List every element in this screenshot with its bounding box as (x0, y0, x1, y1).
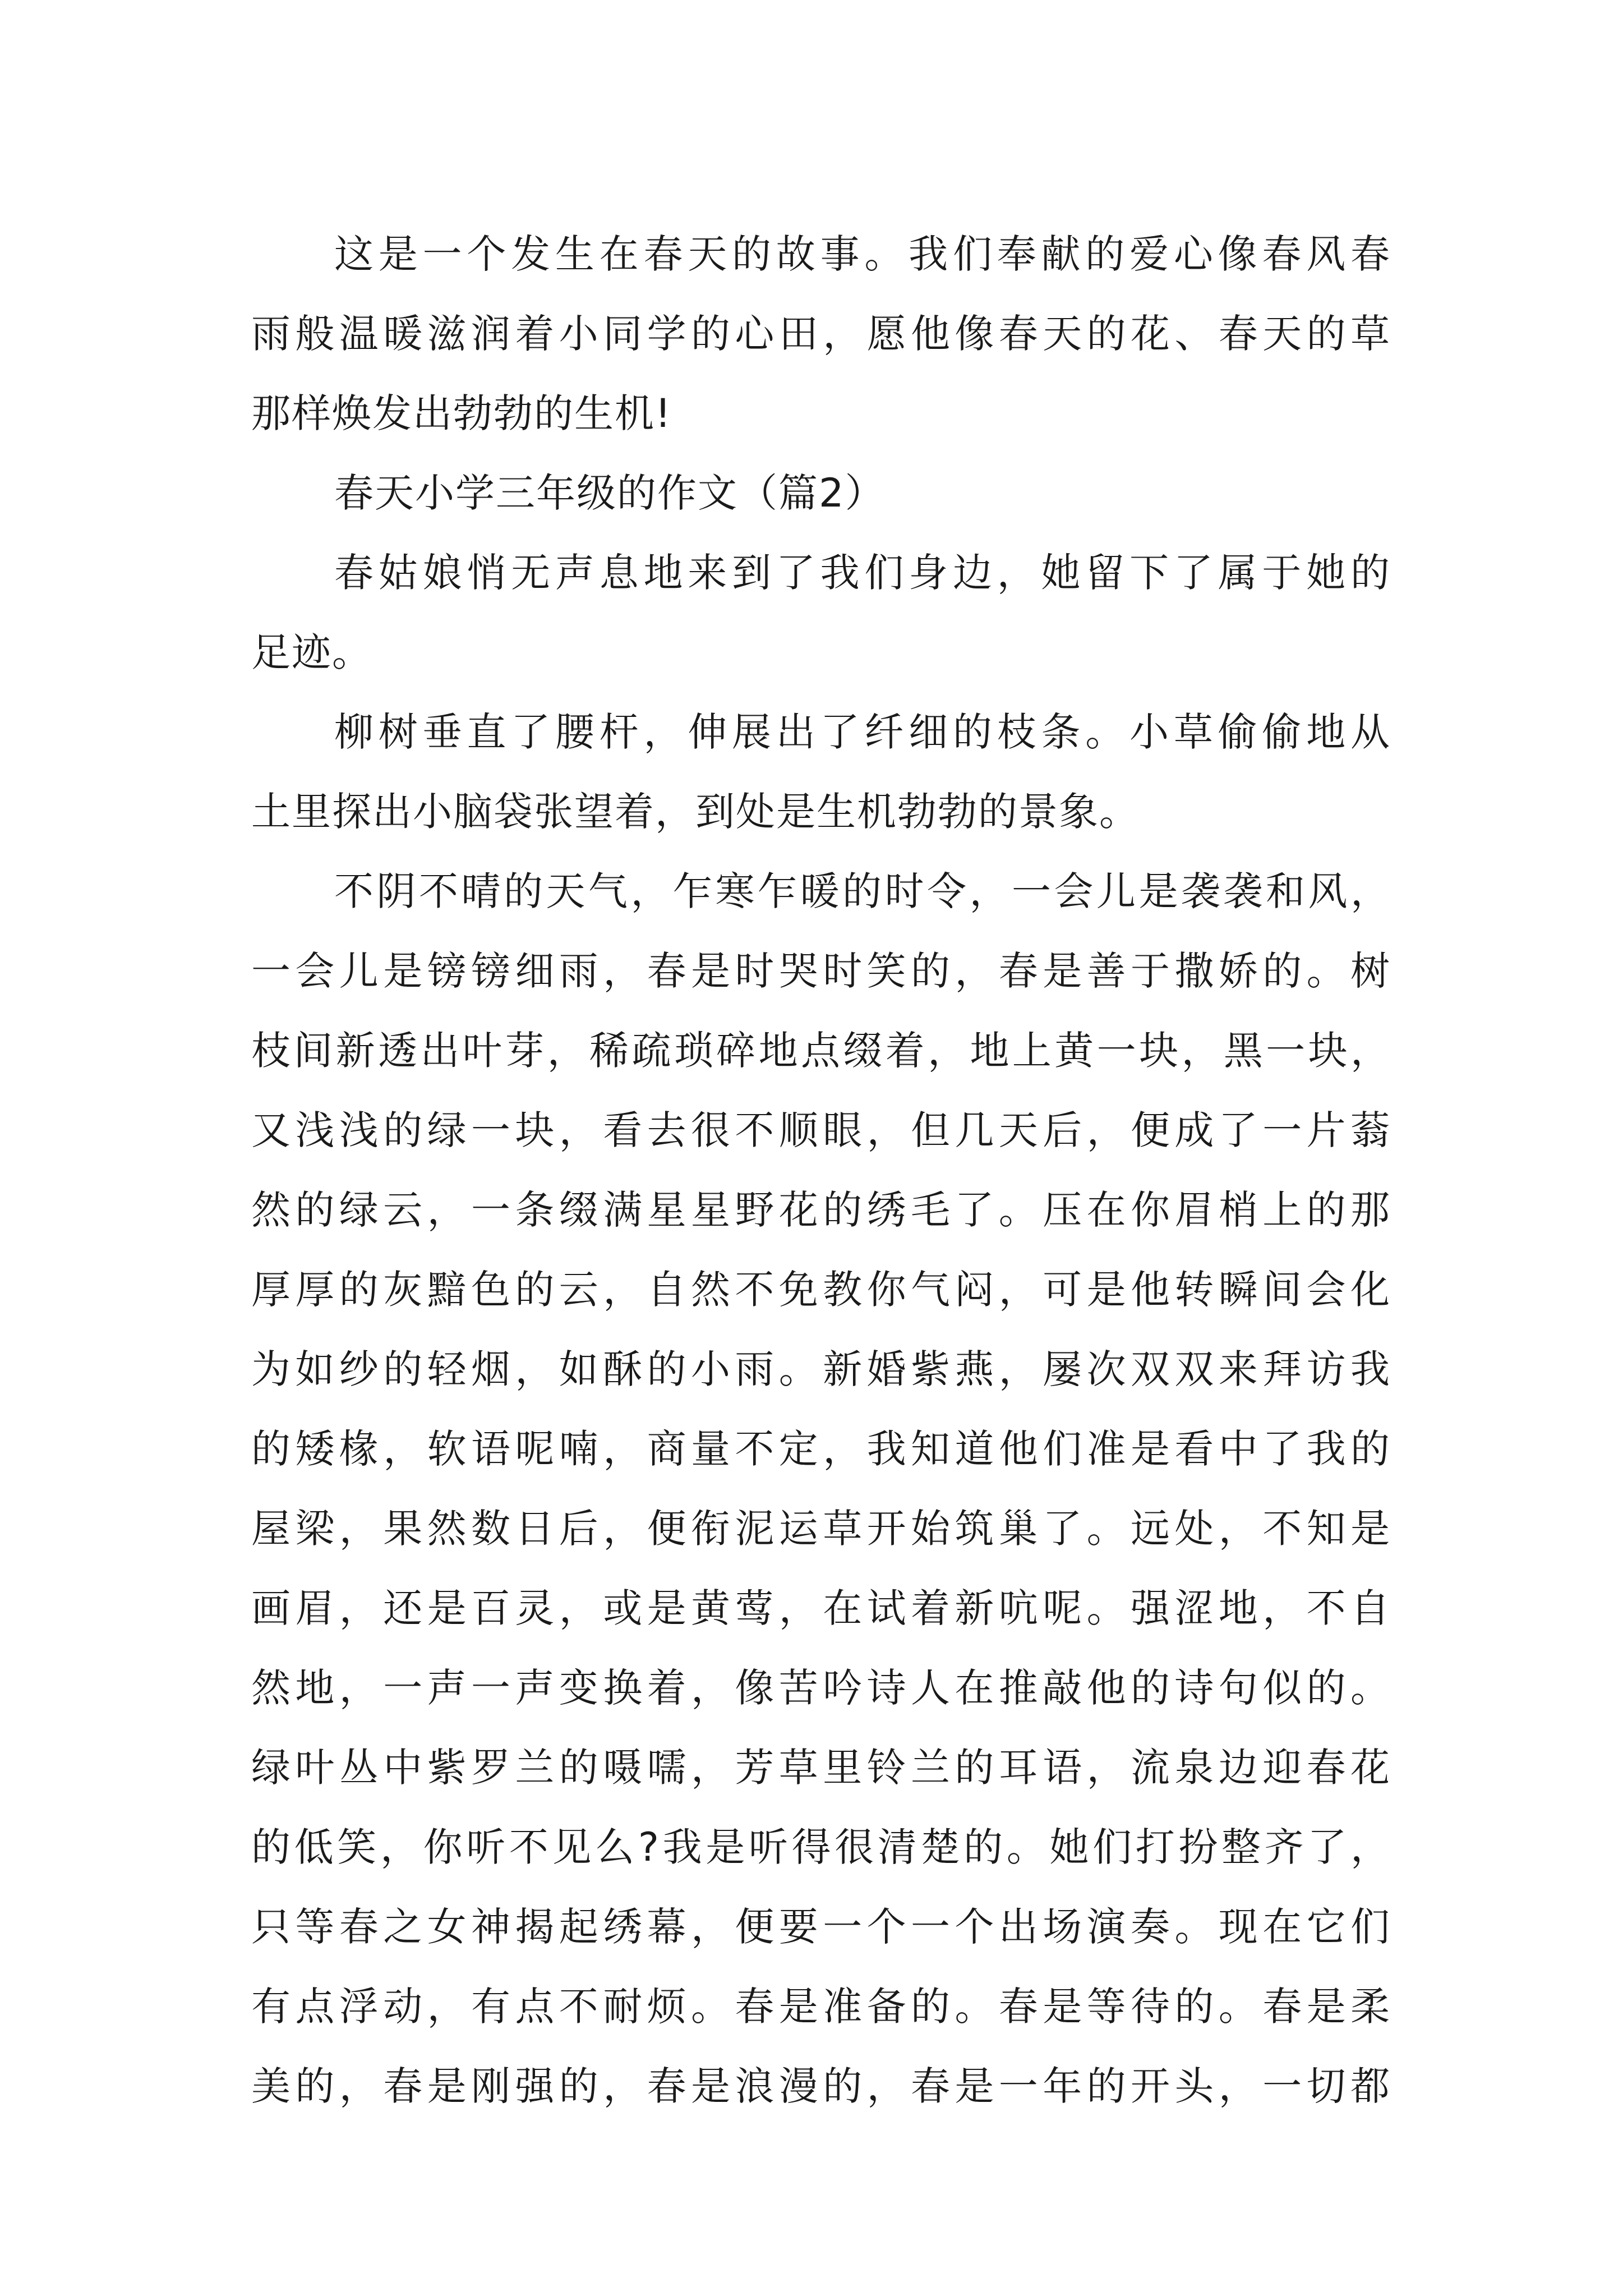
document-body (251, 214, 1390, 2126)
text-line: 为如纱的轻烟，如酥的小雨。新婚紫燕，屡次双双来拜访我 (251, 1346, 1390, 1392)
text-line: 绿叶丛中紫罗兰的嗫嚅，芳草里铃兰的耳语，流泉边迎春花 (251, 1745, 1390, 1791)
text-line: 的低笑，你听不见么?我是听得很清楚的。她们打扮整齐了， (251, 1824, 1390, 1870)
text-line: 美的，春是刚强的，春是浪漫的，春是一年的开头，一切都 (251, 2063, 1390, 2109)
text-line: 只等春之女神揭起绣幕，便要一个一个出场演奏。现在它们 (251, 1904, 1390, 1950)
text-line: 土里探出小脑袋张望着，到处是生机勃勃的景象。 (251, 789, 1140, 835)
text-line: 然的绿云，一条缀满星星野花的绣毛了。压在你眉梢上的那 (251, 1187, 1390, 1233)
text-line: 一会儿是镑镑细雨，春是时哭时笑的，春是善于撒娇的。树 (251, 948, 1390, 994)
text-line: 不阴不晴的天气，乍寒乍暖的时令，一会儿是袭袭和风， (334, 868, 1390, 914)
text-line: 这是一个发生在春天的故事。我们奉献的爱心像春风春 (334, 231, 1390, 277)
text-line: 画眉，还是百灵，或是黄莺，在试着新吭呢。强涩地，不自 (251, 1585, 1390, 1631)
text-line: 足迹。 (251, 629, 372, 675)
text-line: 屋梁，果然数日后，便衔泥运草开始筑巢了。远处，不知是 (251, 1506, 1390, 1552)
text-line: 春天小学三年级的作文（篇2） (334, 470, 886, 516)
text-line: 柳树垂直了腰杆，伸展出了纤细的枝条。小草偷偷地从 (334, 709, 1390, 755)
text-line: 厚厚的灰黯色的云，自然不免教你气闷，可是他转瞬间会化 (251, 1267, 1390, 1313)
text-line: 然地，一声一声变换着，像苦吟诗人在推敲他的诗句似的。 (251, 1665, 1390, 1711)
text-line: 春姑娘悄无声息地来到了我们身边，她留下了属于她的 (334, 550, 1390, 596)
text-line: 有点浮动，有点不耐烦。春是准备的。春是等待的。春是柔 (251, 1984, 1390, 2030)
text-line: 又浅浅的绿一块，看去很不顺眼，但几天后，便成了一片蓊 (251, 1107, 1390, 1153)
text-line: 那样焕发出勃勃的生机! (251, 390, 672, 436)
text-line: 雨般温暖滋润着小同学的心田，愿他像春天的花、春天的草 (251, 311, 1390, 357)
text-line: 的矮椽，软语呢喃，商量不定，我知道他们准是看中了我的 (251, 1426, 1390, 1472)
text-line: 枝间新透出叶芽，稀疏琐碎地点缀着，地上黄一块，黑一块， (251, 1028, 1390, 1074)
